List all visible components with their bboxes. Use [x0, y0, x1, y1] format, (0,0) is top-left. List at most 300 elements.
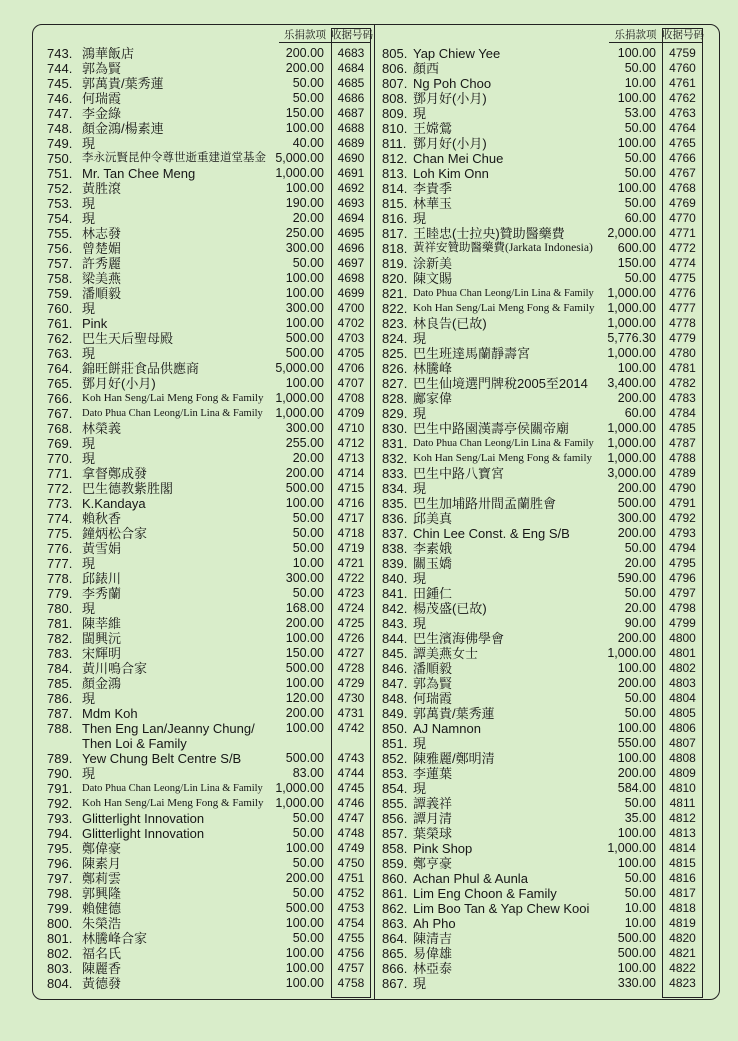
entry-number: 817. [382, 226, 408, 241]
donation-row [0, 826, 738, 841]
receipt-number: 4805 [669, 706, 696, 720]
donor-name: 梁美燕 [82, 271, 122, 286]
donor-name: 鄧月好(小月) [82, 376, 156, 391]
receipt-number: 4702 [337, 316, 365, 330]
donation-amount: 500.00 [285, 901, 324, 915]
entry-number: 829. [382, 406, 408, 421]
entry-number: 858. [382, 841, 408, 856]
receipt-number: 4729 [337, 676, 365, 690]
donation-amount: 1,000.00 [607, 646, 656, 660]
donor-name: 陳雅麗/鄭明清 [413, 751, 495, 766]
donation-amount: 200.00 [617, 481, 656, 495]
receipt-number: 4730 [337, 691, 365, 705]
donation-amount: 200.00 [285, 61, 324, 75]
receipt-number: 4799 [669, 616, 696, 630]
donation-amount: 35.00 [624, 811, 656, 825]
donation-row [0, 151, 738, 166]
donation-row [0, 436, 738, 451]
entry-number: 807. [382, 76, 408, 91]
entry-number: 753. [47, 196, 73, 211]
entry-number: 813. [382, 166, 408, 181]
receipt-number: 4761 [669, 76, 696, 90]
donation-amount: 50.00 [292, 886, 324, 900]
receipt-number: 4819 [669, 916, 696, 930]
receipt-number: 4782 [669, 376, 696, 390]
donation-amount: 50.00 [292, 526, 324, 540]
donation-row [0, 706, 738, 721]
entry-number: 786. [47, 691, 73, 706]
entry-number: 823. [382, 316, 408, 331]
entry-number: 769. [47, 436, 73, 451]
entry-number: 762. [47, 331, 73, 346]
entry-number: 805. [382, 46, 408, 61]
entry-number: 808. [382, 91, 408, 106]
receipt-number: 4810 [669, 781, 696, 795]
receipt-number: 4822 [669, 961, 696, 975]
donation-row [0, 361, 738, 376]
donation-amount: 50.00 [624, 166, 656, 180]
donation-amount: 50.00 [292, 541, 324, 555]
donation-row [0, 61, 738, 76]
receipt-number: 4745 [337, 781, 365, 795]
donation-row [0, 766, 738, 781]
donation-row [0, 226, 738, 241]
receipt-number: 4696 [337, 241, 365, 255]
donation-amount: 200.00 [617, 766, 656, 780]
entry-number: 824. [382, 331, 408, 346]
donation-amount: 100.00 [617, 751, 656, 765]
donation-list-right [0, 46, 738, 991]
entry-number: 850. [382, 721, 408, 736]
receipt-number: 4684 [337, 61, 365, 75]
donor-name: Koh Han Seng/Lai Meng Fong & Family [413, 302, 595, 314]
entry-number: 842. [382, 601, 408, 616]
entry-number: 867. [382, 976, 408, 991]
donor-name: 郭為賢 [413, 676, 453, 691]
donor-name: 許秀麗 [82, 256, 122, 271]
donor-name: 王嫦鶯 [413, 121, 453, 136]
donation-row [0, 196, 738, 211]
receipt-number: 4727 [337, 646, 365, 660]
receipt-number: 4788 [669, 451, 696, 465]
entry-number: 803. [47, 961, 73, 976]
receipt-number: 4718 [337, 526, 365, 540]
donor-name: 現 [82, 691, 96, 706]
receipt-number: 4758 [337, 976, 365, 990]
donation-row [0, 451, 738, 466]
receipt-number: 4806 [669, 721, 696, 735]
donor-name: 賴健德 [82, 901, 122, 916]
entry-number: 844. [382, 631, 408, 646]
donor-name: 現 [413, 481, 427, 496]
donor-name: 鄭莉雲 [82, 871, 122, 886]
entry-number: 745. [47, 76, 73, 91]
receipt-number: 4747 [337, 811, 365, 825]
receipt-number: 4746 [337, 796, 365, 810]
entry-number: 780. [47, 601, 73, 616]
receipt-number: 4813 [669, 826, 696, 840]
donation-amount: 1,000.00 [275, 391, 324, 405]
donation-amount: 100.00 [285, 121, 324, 135]
donation-amount: 40.00 [292, 136, 324, 150]
donation-amount: 330.00 [617, 976, 656, 990]
donor-name: 巴生德教紫胜閣 [82, 481, 174, 496]
donation-amount: 1,000.00 [607, 316, 656, 330]
entry-number: 851. [382, 736, 408, 751]
entry-number: 785. [47, 676, 73, 691]
receipt-number: 4801 [669, 646, 696, 660]
donation-amount: 50.00 [292, 76, 324, 90]
receipt-number: 4760 [669, 61, 696, 75]
donation-amount: 50.00 [624, 121, 656, 135]
entry-number: 821. [382, 286, 408, 301]
donor-name: 黃胜滾 [82, 181, 122, 196]
donor-name: Chin Lee Const. & Eng S/B [413, 526, 570, 541]
donation-row [0, 256, 738, 271]
donation-row [0, 691, 738, 706]
donor-name: 顏西 [413, 61, 440, 76]
receipt-number: 4714 [337, 466, 365, 480]
donation-amount: 100.00 [285, 286, 324, 300]
donation-amount: 500.00 [285, 661, 324, 675]
donor-name: 巴生天后聖母殿 [82, 331, 174, 346]
entry-number: 828. [382, 391, 408, 406]
donation-amount: 100.00 [617, 46, 656, 60]
donation-amount: 50.00 [292, 586, 324, 600]
entry-number: 856. [382, 811, 408, 826]
receipt-number: 4809 [669, 766, 696, 780]
donation-amount: 100.00 [285, 376, 324, 390]
entry-number: 862. [382, 901, 408, 916]
donation-amount: 100.00 [617, 361, 656, 375]
donation-amount: 300.00 [617, 511, 656, 525]
receipt-number: 4754 [337, 916, 365, 930]
receipt-number: 4757 [337, 961, 365, 975]
donation-row [0, 181, 738, 196]
donation-amount: 250.00 [285, 226, 324, 240]
receipt-number: 4722 [337, 571, 365, 585]
donor-name: 陳麗香 [82, 961, 122, 976]
receipt-number: 4697 [337, 256, 365, 270]
donation-amount: 100.00 [617, 181, 656, 195]
donor-name: Koh Han Seng/Lai Meng Fong & Family [82, 797, 264, 809]
donor-name: 譚月清 [413, 811, 453, 826]
donor-name: 現 [413, 571, 427, 586]
donor-name: 黃川鳴合家 [82, 661, 148, 676]
donation-row [0, 976, 738, 991]
donor-name: 李蓮葉 [413, 766, 453, 781]
receipt-number: 4794 [669, 541, 696, 555]
donation-amount: 100.00 [285, 181, 324, 195]
donation-amount: 100.00 [285, 316, 324, 330]
donation-amount: 60.00 [624, 406, 656, 420]
receipt-header-left: 收据号码 [331, 29, 373, 41]
donation-row [0, 316, 738, 331]
entry-number: 822. [382, 301, 408, 316]
entry-number: 768. [47, 421, 73, 436]
receipt-number: 4715 [337, 481, 365, 495]
donor-name: Dato Phua Chan Leong/Lin Lina & Family [413, 438, 594, 449]
receipt-number: 4752 [337, 886, 365, 900]
entry-number: 802. [47, 946, 73, 961]
donation-row [0, 961, 738, 976]
receipt-number: 4685 [337, 76, 365, 90]
receipt-number: 4798 [669, 601, 696, 615]
donor-name: 林良告(已故) [413, 316, 487, 331]
donor-name: Lim Eng Choon & Family [413, 886, 557, 901]
entry-number: 750. [47, 151, 73, 166]
donor-name: 顏金鴻 [82, 676, 122, 691]
entry-number: 819. [382, 256, 408, 271]
donor-name: Mdm Koh [82, 706, 138, 721]
entry-number: 796. [47, 856, 73, 871]
donor-name: Dato Phua Chan Leong/Lin Lina & Family [413, 288, 594, 299]
entry-number: 765. [47, 376, 73, 391]
entry-number: 863. [382, 916, 408, 931]
donation-row [0, 46, 738, 61]
donation-row [0, 211, 738, 226]
donation-amount: 50.00 [624, 706, 656, 720]
donation-amount: 200.00 [285, 706, 324, 720]
donation-amount: 5,000.00 [275, 361, 324, 375]
entry-number: 827. [382, 376, 408, 391]
donation-amount: 100.00 [617, 721, 656, 735]
donation-amount: 1,000.00 [607, 451, 656, 465]
receipt-number: 4779 [669, 331, 696, 345]
donation-row [0, 511, 738, 526]
donor-name: AJ Namnon [413, 721, 481, 736]
donation-row [0, 901, 738, 916]
entry-number: 776. [47, 541, 73, 556]
donation-row [0, 796, 738, 811]
donation-amount: 500.00 [617, 931, 656, 945]
donor-name: 閩興沅 [82, 631, 122, 646]
receipt-number: 4785 [669, 421, 696, 435]
entry-number: 747. [47, 106, 73, 121]
entry-number: 811. [382, 136, 407, 151]
entry-number: 760. [47, 301, 73, 316]
donor-name: 巴生濱海佛學會 [413, 631, 505, 646]
donor-name: 林志發 [82, 226, 122, 241]
donation-amount: 100.00 [285, 271, 324, 285]
donation-amount: 100.00 [617, 826, 656, 840]
donor-name: Glitterlight Innovation [82, 811, 205, 826]
donation-amount: 255.00 [285, 436, 324, 450]
donation-amount: 50.00 [624, 61, 656, 75]
donor-name: 巴生班達馬蘭靜壽宮 [413, 346, 531, 361]
receipt-number: 4753 [337, 901, 365, 915]
entry-number: 767. [47, 406, 73, 421]
donor-name: 巴生仙境選門牌稅2005至2014 [413, 376, 588, 391]
donor-name: Chan Mei Chue [413, 151, 504, 166]
donation-amount: 550.00 [617, 736, 656, 750]
donor-name: 現 [413, 106, 427, 121]
receipt-number: 4766 [669, 151, 696, 165]
donation-row [0, 781, 738, 796]
donor-name: 關玉嬌 [413, 556, 453, 571]
receipt-number: 4800 [669, 631, 696, 645]
entry-number: 854. [382, 781, 408, 796]
donation-amount: 5,776.30 [607, 331, 656, 345]
receipt-number: 4821 [669, 946, 696, 960]
receipt-number: 4692 [337, 181, 365, 195]
entry-number: 757. [47, 256, 73, 271]
receipt-number: 4748 [337, 826, 365, 840]
donation-amount: 300.00 [285, 301, 324, 315]
donor-name: 邱錶川 [82, 571, 122, 586]
receipt-number: 4771 [669, 226, 696, 240]
donor-name: Pink [82, 316, 108, 331]
donation-row [0, 811, 738, 826]
receipt-number: 4783 [669, 391, 696, 405]
entry-number: 770. [47, 451, 73, 466]
donor-name: Koh Han Seng/Lai Meng Fong & Family [82, 392, 264, 404]
donation-amount: 50.00 [624, 151, 656, 165]
donor-name: 現 [82, 346, 96, 361]
donor-name: 現 [82, 136, 96, 151]
receipt-number: 4775 [669, 271, 696, 285]
entry-number: 778. [47, 571, 73, 586]
entry-number: 787. [47, 706, 73, 721]
donation-amount: 1,000.00 [275, 166, 324, 180]
entry-number: 766. [47, 391, 73, 406]
receipt-number: 4706 [337, 361, 365, 375]
donation-amount: 500.00 [617, 946, 656, 960]
receipt-number: 4796 [669, 571, 696, 585]
donor-name: 邱美真 [413, 511, 453, 526]
donor-name: 李秀蘭 [82, 586, 122, 601]
entry-number: 749. [47, 136, 73, 151]
donor-name: 現 [82, 211, 96, 226]
receipt-header-right: 收据号码 [662, 29, 704, 41]
donation-row [0, 271, 738, 286]
entry-number: 853. [382, 766, 408, 781]
donation-amount: 50.00 [292, 811, 324, 825]
donor-name: 宋輝明 [82, 646, 122, 661]
donor-name: 巴生加埔路卅間孟蘭胜會 [413, 496, 557, 511]
donor-name: Lim Boo Tan & Yap Chew Kooi [413, 901, 590, 916]
receipt-number: 4695 [337, 226, 365, 240]
receipt-number: 4721 [337, 556, 365, 570]
receipt-number: 4742 [337, 721, 365, 735]
receipt-number: 4731 [337, 706, 365, 720]
donation-amount: 5,000.00 [275, 151, 324, 165]
donation-amount: 100.00 [285, 976, 324, 990]
donation-row [0, 286, 738, 301]
receipt-number: 4811 [669, 796, 696, 810]
entry-number: 779. [47, 586, 73, 601]
entry-number: 793. [47, 811, 73, 826]
entry-number: 792. [47, 796, 73, 811]
donation-amount: 150.00 [617, 256, 656, 270]
donor-name: 鐘炳松合家 [82, 526, 148, 541]
entry-number: 835. [382, 496, 408, 511]
donor-name: 現 [413, 211, 427, 226]
receipt-number: 4767 [669, 166, 696, 180]
entry-number: 771. [47, 466, 73, 481]
donor-name: 陳清吉 [413, 931, 453, 946]
receipt-number: 4689 [337, 136, 365, 150]
receipt-number: 4772 [669, 241, 696, 255]
entry-number: 751. [47, 166, 73, 181]
entry-number: 820. [382, 271, 408, 286]
donation-row [0, 646, 738, 661]
donation-row [0, 871, 738, 886]
entry-number: 754. [47, 211, 73, 226]
receipt-number: 4803 [669, 676, 696, 690]
entry-number: 772. [47, 481, 73, 496]
donor-name: 鄧月好(小月) [413, 91, 487, 106]
entry-number: 815. [382, 196, 408, 211]
receipt-number: 4797 [669, 586, 696, 600]
donor-name: Dato Phua Chan Leong/Lin Lina & Family [82, 783, 263, 794]
receipt-number: 4777 [669, 301, 696, 315]
receipt-number: 4793 [669, 526, 696, 540]
receipt-number: 4787 [669, 436, 696, 450]
donation-amount: 190.00 [285, 196, 324, 210]
donation-amount: 100.00 [285, 946, 324, 960]
receipt-number: 4784 [669, 406, 696, 420]
donation-row [0, 106, 738, 121]
donation-amount: 300.00 [285, 421, 324, 435]
donation-row [0, 166, 738, 181]
entry-number: 777. [47, 556, 73, 571]
donor-name: Ah Pho [413, 916, 456, 931]
donation-amount: 50.00 [624, 541, 656, 555]
receipt-number: 4693 [337, 196, 365, 210]
donation-amount: 1,000.00 [607, 301, 656, 315]
entry-number: 791. [47, 781, 73, 796]
entry-number: 861. [382, 886, 408, 901]
donation-row [0, 886, 738, 901]
donor-name: 潘順毅 [413, 661, 453, 676]
donation-amount: 200.00 [285, 46, 324, 60]
donation-amount: 20.00 [624, 601, 656, 615]
donation-amount: 100.00 [285, 916, 324, 930]
entry-number: 857. [382, 826, 408, 841]
donor-name: 現 [413, 616, 427, 631]
entry-number: 825. [382, 346, 408, 361]
entry-number: 797. [47, 871, 73, 886]
entry-number: 814. [382, 181, 408, 196]
donation-row [0, 466, 738, 481]
entry-number: 775. [47, 526, 73, 541]
receipt-number: 4762 [669, 91, 696, 105]
donation-amount: 500.00 [617, 496, 656, 510]
receipt-number: 4700 [337, 301, 365, 315]
entry-number: 764. [47, 361, 73, 376]
receipt-number: 4755 [337, 931, 365, 945]
entry-number: 744. [47, 61, 73, 76]
entry-number: 836. [382, 511, 408, 526]
donation-amount: 200.00 [285, 616, 324, 630]
entry-number: 834. [382, 481, 408, 496]
donation-amount: 200.00 [617, 526, 656, 540]
receipt-number: 4776 [669, 286, 696, 300]
donation-row [0, 916, 738, 931]
receipt-number: 4723 [337, 586, 365, 600]
donor-name: Mr. Tan Chee Meng [82, 166, 196, 181]
donor-name: 黃雪娟 [82, 541, 122, 556]
donation-amount: 500.00 [285, 751, 324, 765]
receipt-number: 4686 [337, 91, 365, 105]
donor-name: 鴻華飯店 [82, 46, 135, 61]
donor-name: 錦旺餅莊食品供應商 [82, 361, 200, 376]
donor-name: 黃祥安贊助醫藥費(Jarkata Indonesia) [413, 242, 593, 254]
donor-name: 拿督鄭成發 [82, 466, 148, 481]
donor-name: 王睦忠(士拉央)贊助醫藥費 [413, 226, 565, 241]
donation-amount: 1,000.00 [607, 436, 656, 450]
